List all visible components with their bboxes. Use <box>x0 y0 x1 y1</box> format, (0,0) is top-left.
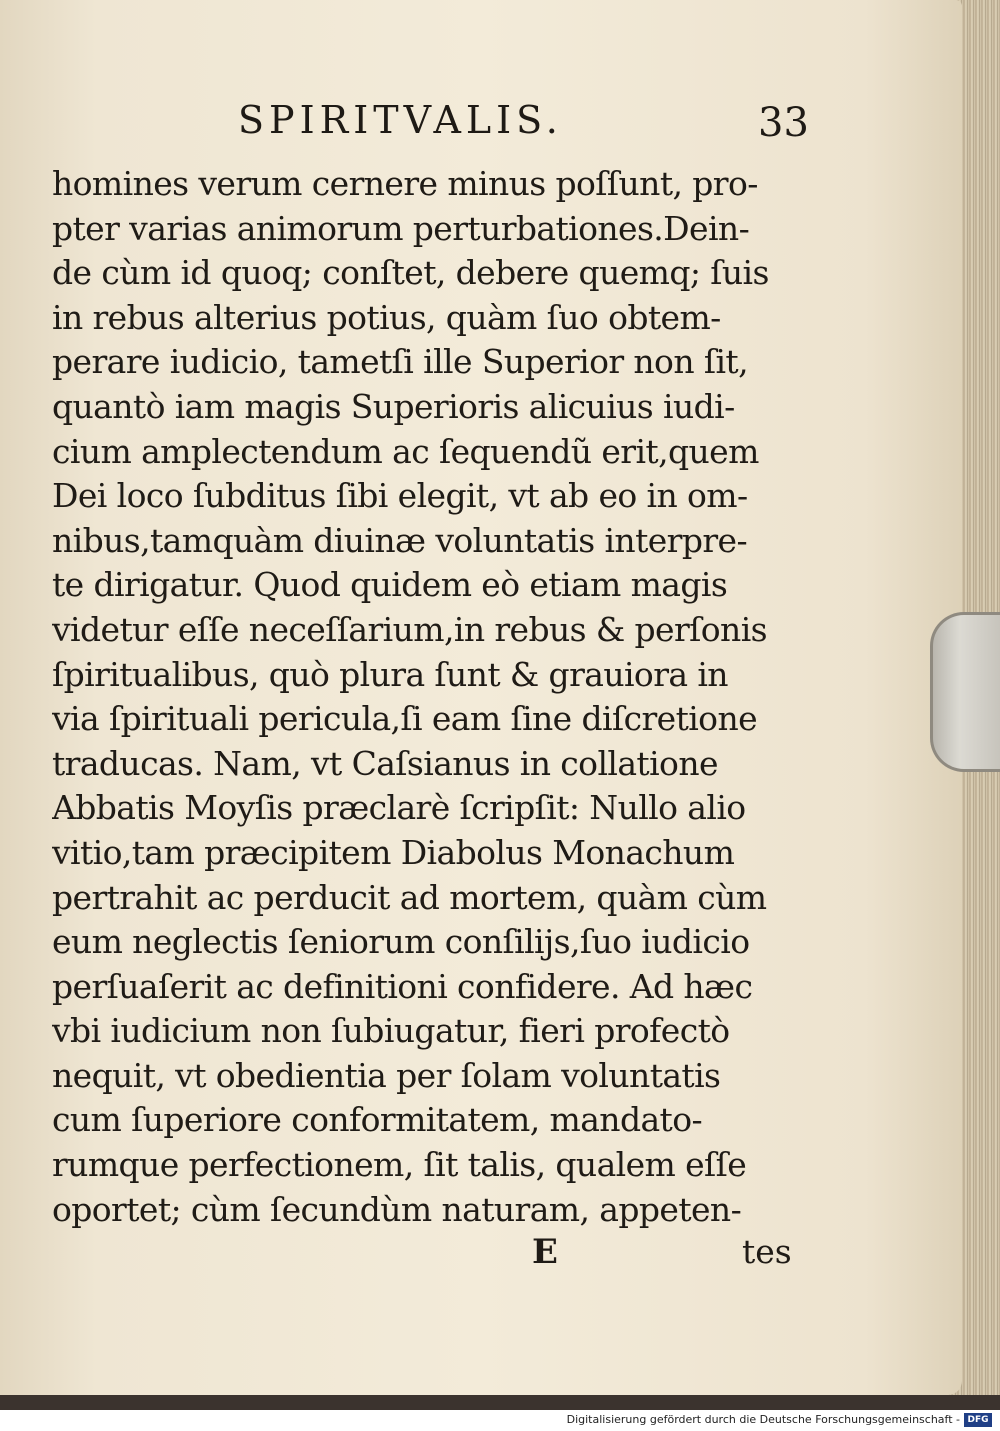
signature-mark: E <box>532 1232 558 1272</box>
page-number: 33 <box>758 100 809 146</box>
text-line: cum ſuperiore conformitatem, mandato- <box>52 1100 703 1140</box>
text-line: pter varias animorum perturbationes.Dein- <box>52 208 750 248</box>
text-line: traducas. Nam, vt Caſsianus in collatione <box>52 743 718 783</box>
running-head: SPIRITVALIS. <box>238 98 563 142</box>
text-line: nibus,tamquàm diuinæ voluntatis interpre- <box>52 520 748 560</box>
text-line: pertrahit ac perducit ad mortem, quàm cùm <box>52 877 767 917</box>
body-text <box>52 162 812 1232</box>
page-header <box>0 98 962 158</box>
dfg-logo-icon: DFG <box>964 1413 992 1427</box>
page-clip <box>930 612 1000 772</box>
text-line: perſuaſerit ac definitioni confidere. Ad hæc <box>52 966 753 1006</box>
text-line: eum neglectis ſeniorum conſilijs,ſuo iudicio <box>52 922 750 962</box>
text-line: Dei loco ſubditus ſibi elegit, vt ab eo in om- <box>52 476 748 516</box>
text-line: de cùm id quoq; conſtet, debere quemq; ſuis <box>52 253 769 293</box>
text-line: nequit, vt obedientia per ſolam voluntatis <box>52 1055 721 1095</box>
text-line: te dirigatur. Quod quidem eò etiam magis <box>52 565 728 605</box>
text-line: Abbatis Moyſis præclarè ſcripſit: Nullo alio <box>52 788 746 828</box>
text-line: perare iudicio, tametſi ille Superior non ſit, <box>52 342 748 382</box>
text-line: oportet; cùm ſecundùm naturam, appeten- <box>52 1189 742 1229</box>
credit-text: Digitalisierung gefördert durch die Deutsche Forschungsgemeinschaft - <box>566 1413 960 1426</box>
catchword: tes <box>742 1232 792 1271</box>
text-line: ſpiritualibus, quò plura ſunt & grauiora in <box>52 654 728 694</box>
credit-bar <box>0 1410 1000 1431</box>
text-line: vbi iudicium non ſubiugatur, fieri profectò <box>52 1011 730 1051</box>
text-line: in rebus alterius potius, quàm ſuo obtem- <box>52 297 721 337</box>
page-footer <box>0 1232 962 1282</box>
text-line: quantò iam magis Superioris alicuius iudi- <box>52 386 735 426</box>
text-line: homines verum cernere minus poſſunt, pro- <box>52 164 758 203</box>
text-line: vitio,tam præcipitem Diabolus Monachum <box>52 832 735 872</box>
text-line: cium amplectendum ac ſequendũ erit,quem <box>52 431 759 471</box>
text-line: via ſpirituali pericula,ſi eam ſine diſcretione <box>52 699 758 739</box>
text-line: rumque perfectionem, ſit talis, qualem eſſe <box>52 1145 747 1185</box>
text-line: videtur eſſe neceſſarium,in rebus & perſonis <box>52 609 767 649</box>
